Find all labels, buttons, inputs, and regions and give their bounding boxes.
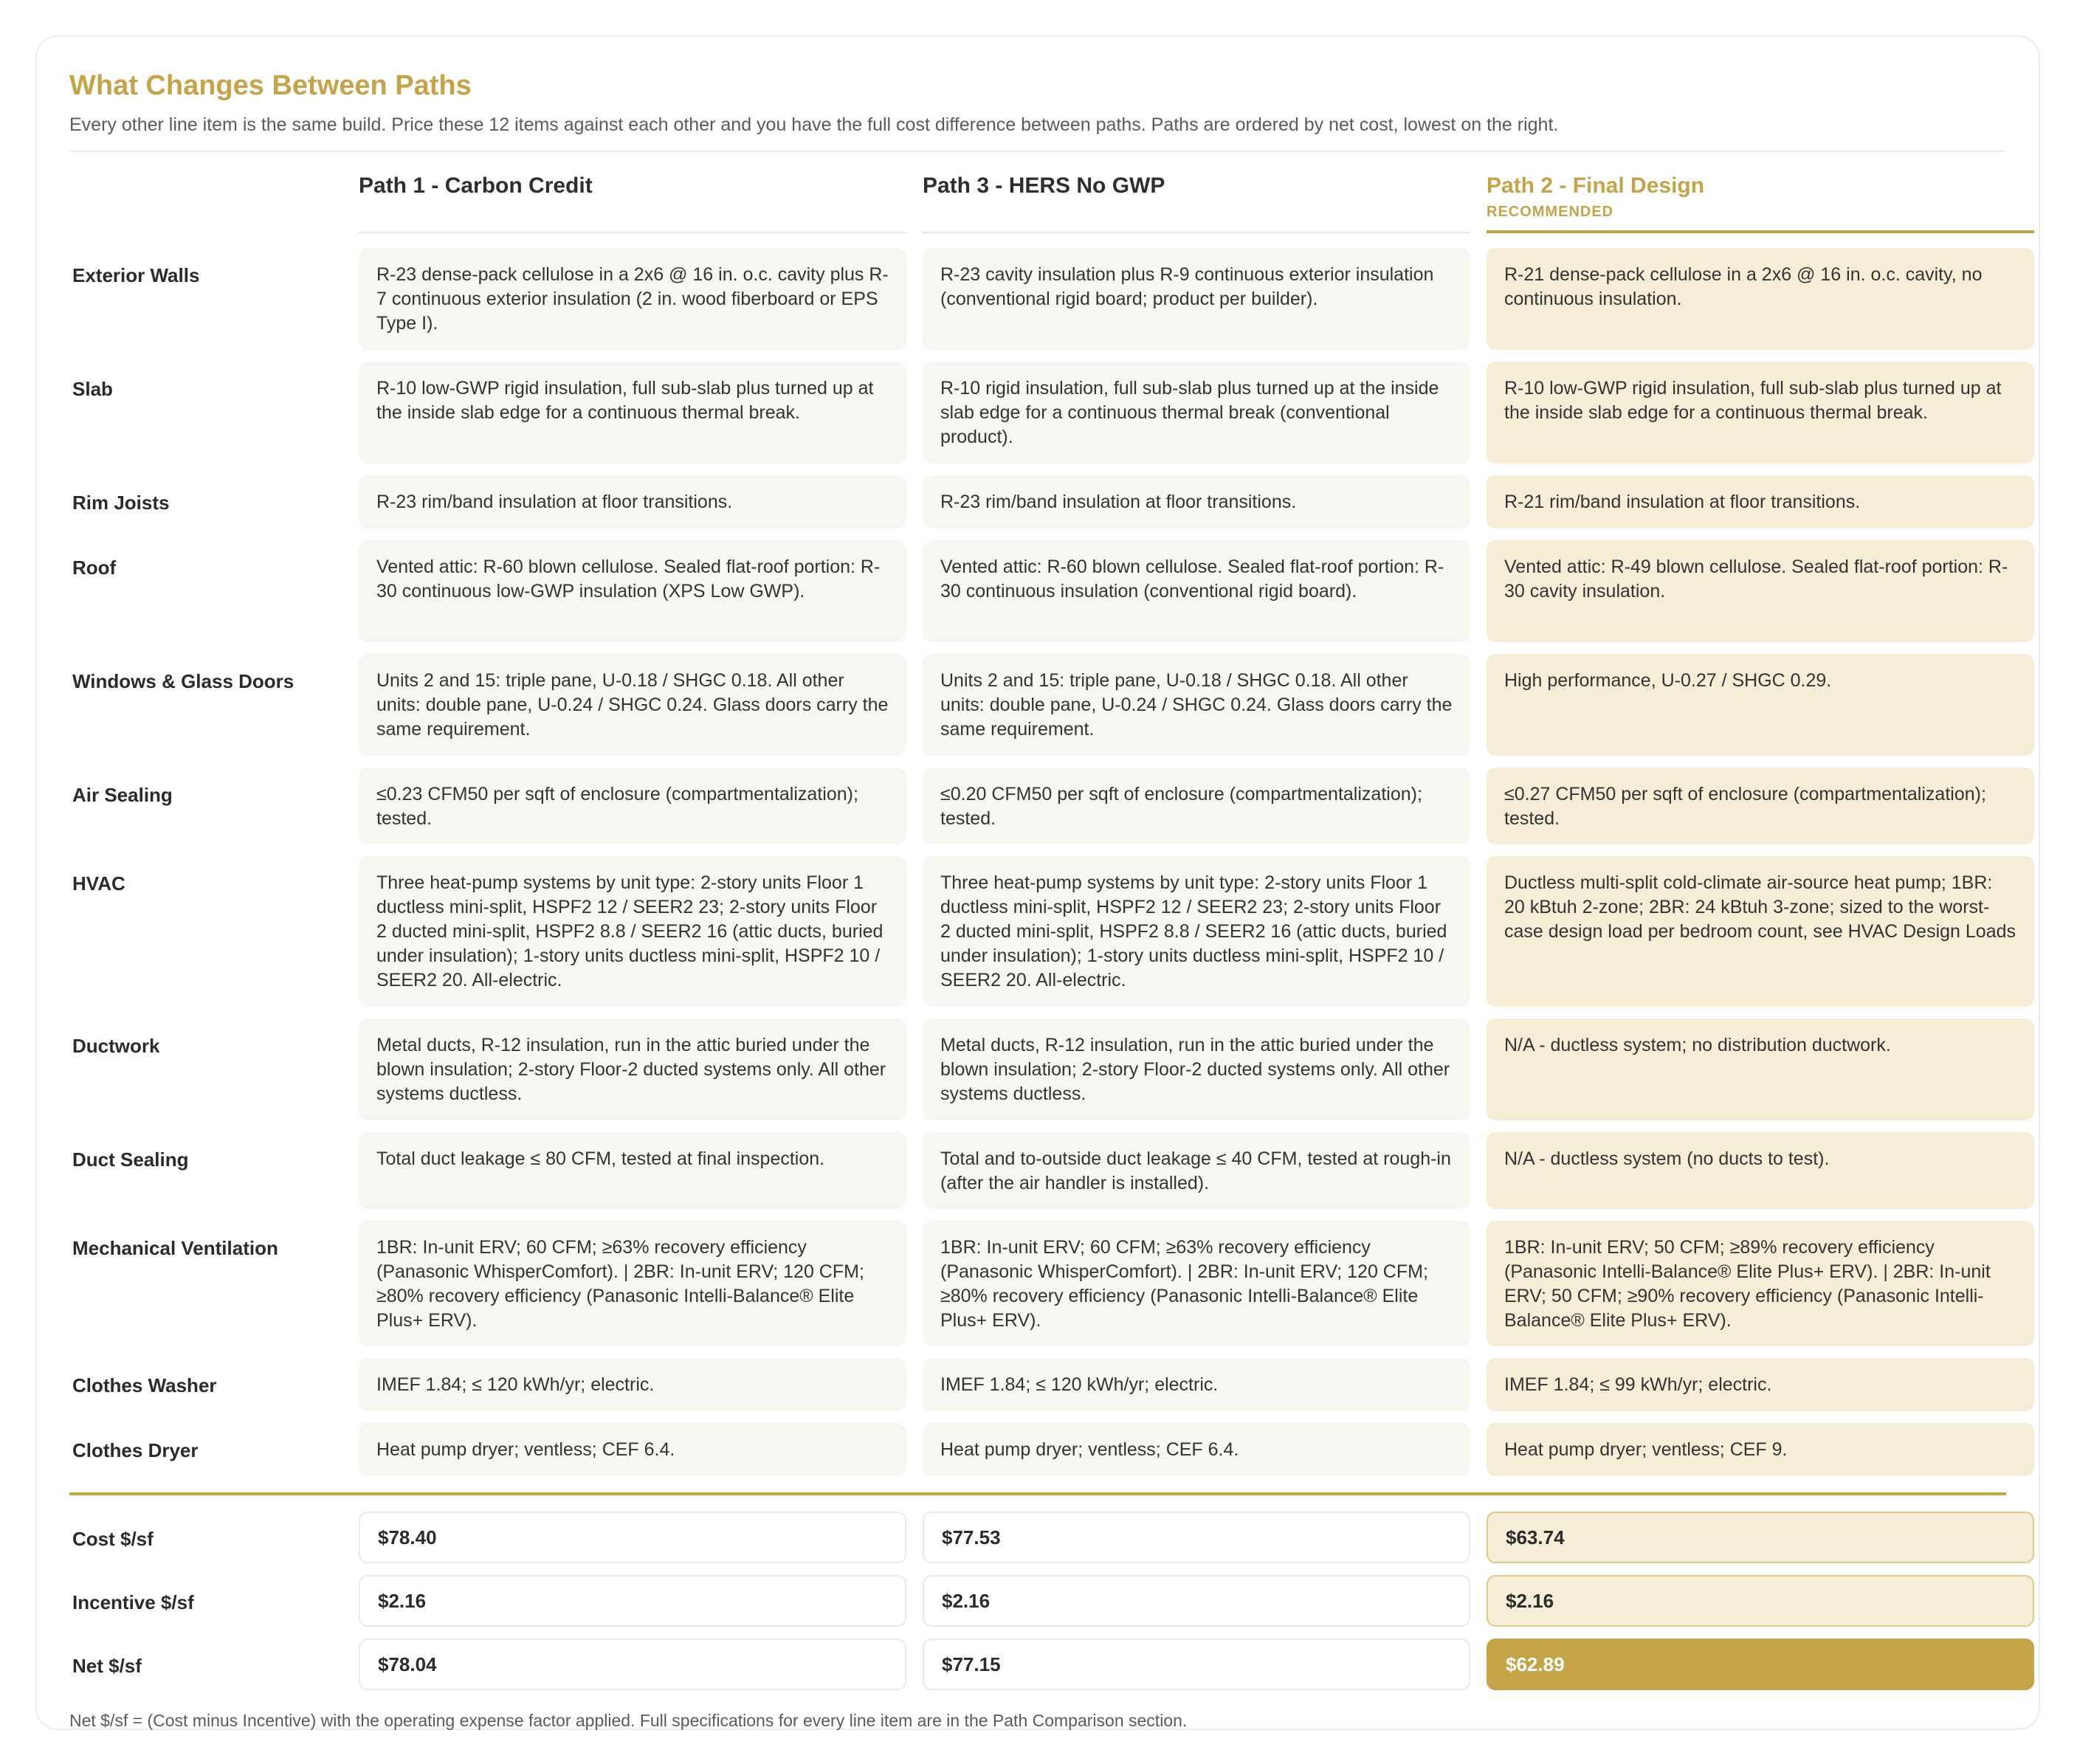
row-label: Air Sealing bbox=[72, 784, 173, 806]
spec-cell: IMEF 1.84; ≤ 120 kWh/yr; electric. bbox=[923, 1358, 1470, 1411]
table-row bbox=[69, 654, 2006, 756]
cost-value: $2.16 bbox=[923, 1575, 1470, 1627]
spec-cell: R-10 rigid insulation, full sub-slab plus turned up at the inside slab edge for a continuous thermal break (conventional product). bbox=[923, 362, 1470, 464]
section-title: What Changes Between Paths bbox=[69, 70, 472, 101]
spec-cell: 1BR: In-unit ERV; 50 CFM; ≥89% recovery efficiency (Panasonic Intelli-Balance® Elite Plus+ ERV). | 2BR: In-unit ERV; 50 CFM; ≥90% recovery efficiency (Panasonic Intelli-Balance® Elite Plus+ ERV). bbox=[1487, 1221, 2034, 1346]
table-row bbox=[69, 768, 2006, 844]
cost-rows bbox=[69, 1512, 2006, 1690]
cost-value: $78.04 bbox=[359, 1639, 906, 1690]
table-row bbox=[69, 1423, 2006, 1476]
header-spacer bbox=[69, 171, 342, 233]
spec-cell: IMEF 1.84; ≤ 99 kWh/yr; electric. bbox=[1487, 1358, 2034, 1411]
row-label: HVAC bbox=[72, 872, 125, 895]
section-subtitle: Every other line item is the same build. Price these 12 items against each other and you have the full cost difference between paths. Paths are ordered by net cost, lowest on the right. bbox=[69, 114, 1559, 135]
spec-cell: R-23 dense-pack cellulose in a 2x6 @ 16 in. o.c. cavity plus R-7 continuous exterior insulation (2 in. wood fiberboard or EPS Type I). bbox=[359, 248, 906, 350]
spec-cell: 1BR: In-unit ERV; 60 CFM; ≥63% recovery efficiency (Panasonic WhisperComfort). | 2BR: In-unit ERV; 120 CFM; ≥80% recovery efficiency (Panasonic Intelli-Balance® Elite Plus+ ERV). bbox=[923, 1221, 1470, 1346]
row-label: Mechanical Ventilation bbox=[72, 1237, 278, 1259]
spec-cell: Metal ducts, R-12 insulation, run in the attic buried under the blown insulation; 2-story Floor-2 ducted systems only. All other systems ductless. bbox=[359, 1019, 906, 1120]
cost-value: $63.74 bbox=[1487, 1512, 2034, 1563]
spec-cell: Units 2 and 15: triple pane, U-0.18 / SHGC 0.18. All other units: double pane, U-0.24 / SHGC 0.24. Glass doors carry the same requirement. bbox=[923, 654, 1470, 756]
spec-cell: ≤0.23 CFM50 per sqft of enclosure (compartmentalization); tested. bbox=[359, 768, 906, 844]
spec-cell: Heat pump dryer; ventless; CEF 6.4. bbox=[923, 1423, 1470, 1476]
column-title: Path 2 - Final Design bbox=[1487, 173, 1705, 198]
cost-label: Incentive $/sf bbox=[72, 1591, 194, 1613]
cost-divider bbox=[69, 1492, 2006, 1495]
cost-label: Cost $/sf bbox=[72, 1528, 154, 1550]
cost-row bbox=[69, 1512, 2006, 1563]
spec-cell: N/A - ductless system; no distribution ductwork. bbox=[1487, 1019, 2034, 1120]
column-header-path-3 bbox=[923, 171, 1470, 233]
row-label: Roof bbox=[72, 557, 117, 579]
column-header-path-2 bbox=[1487, 171, 2034, 233]
cost-value: $2.16 bbox=[1487, 1575, 2034, 1627]
spec-cell: Three heat-pump systems by unit type: 2-story units Floor 1 ductless mini-split, HSPF2 12 / SEER2 23; 2-story units Floor 2 ducted mini-split, HSPF2 8.8 / SEER2 16 (attic ducts, buried under insulation); 1-story units ductless mini-split, HSPF2 10 / SEER2 20. All-electric. bbox=[359, 856, 906, 1007]
column-header-path-1 bbox=[359, 171, 906, 233]
spec-cell: High performance, U-0.27 / SHGC 0.29. bbox=[1487, 654, 2034, 756]
spec-cell: ≤0.27 CFM50 per sqft of enclosure (compartmentalization); tested. bbox=[1487, 768, 2034, 844]
column-title: Path 1 - Carbon Credit bbox=[359, 173, 593, 198]
column-header-row bbox=[69, 171, 2006, 233]
comparison-rows bbox=[69, 248, 2016, 1476]
table-row bbox=[69, 475, 2006, 528]
row-label: Windows & Glass Doors bbox=[72, 670, 294, 692]
row-label: Exterior Walls bbox=[72, 264, 200, 286]
recommended-badge: RECOMMENDED bbox=[1487, 204, 1614, 220]
spec-cell: Three heat-pump systems by unit type: 2-story units Floor 1 ductless mini-split, HSPF2 12 / SEER2 23; 2-story units Floor 2 ducted mini-split, HSPF2 8.8 / SEER2 16 (attic ducts, buried under insulation); 1-story units ductless mini-split, HSPF2 10 / SEER2 20. All-electric. bbox=[923, 856, 1470, 1007]
spec-cell: R-10 low-GWP rigid insulation, full sub-slab plus turned up at the inside slab edge for a continuous thermal break. bbox=[1487, 362, 2034, 464]
spec-cell: Total and to-outside duct leakage ≤ 40 CFM, tested at rough-in (after the air handler is installed). bbox=[923, 1132, 1470, 1209]
spec-cell: R-21 rim/band insulation at floor transitions. bbox=[1487, 475, 2034, 528]
row-label: Slab bbox=[72, 378, 113, 400]
cost-label: Net $/sf bbox=[72, 1655, 142, 1677]
cost-value: $2.16 bbox=[359, 1575, 906, 1627]
spec-cell: Heat pump dryer; ventless; CEF 9. bbox=[1487, 1423, 2034, 1476]
row-label: Ductwork bbox=[72, 1035, 160, 1057]
path-comparison-card bbox=[35, 35, 2040, 1730]
cost-value: $77.15 bbox=[923, 1639, 1470, 1690]
spec-cell: R-21 dense-pack cellulose in a 2x6 @ 16 in. o.c. cavity, no continuous insulation. bbox=[1487, 248, 2034, 350]
column-title: Path 3 - HERS No GWP bbox=[923, 173, 1165, 198]
cost-value: $77.53 bbox=[923, 1512, 1470, 1563]
spec-cell: Metal ducts, R-12 insulation, run in the attic buried under the blown insulation; 2-story Floor-2 ducted systems only. All other systems ductless. bbox=[923, 1019, 1470, 1120]
spec-cell: Vented attic: R-60 blown cellulose. Sealed flat-roof portion: R-30 continuous insulation (conventional rigid board). bbox=[923, 540, 1470, 642]
row-label: Duct Sealing bbox=[72, 1148, 189, 1171]
spec-cell: Ductless multi-split cold-climate air-source heat pump; 1BR: 20 kBtuh 2-zone; 2BR: 24 kBtuh 3-zone; sized to the worst-case design load per bedroom count, see HVAC Design Loads bbox=[1487, 856, 2034, 1007]
spec-cell: Heat pump dryer; ventless; CEF 6.4. bbox=[359, 1423, 906, 1476]
spec-cell: N/A - ductless system (no ducts to test). bbox=[1487, 1132, 2034, 1209]
table-row bbox=[69, 856, 2016, 1007]
table-row bbox=[69, 248, 2006, 350]
spec-cell: IMEF 1.84; ≤ 120 kWh/yr; electric. bbox=[359, 1358, 906, 1411]
spec-cell: R-10 low-GWP rigid insulation, full sub-slab plus turned up at the inside slab edge for a continuous thermal break. bbox=[359, 362, 906, 464]
row-label: Clothes Dryer bbox=[72, 1439, 199, 1461]
table-row bbox=[69, 1221, 2006, 1346]
cost-value: $78.40 bbox=[359, 1512, 906, 1563]
spec-cell: Vented attic: R-49 blown cellulose. Sealed flat-roof portion: R-30 cavity insulation. bbox=[1487, 540, 2034, 642]
spec-cell: Total duct leakage ≤ 80 CFM, tested at final inspection. bbox=[359, 1132, 906, 1209]
table-row bbox=[69, 1358, 2006, 1411]
spec-cell: R-23 cavity insulation plus R-9 continuous exterior insulation (conventional rigid board; product per builder). bbox=[923, 248, 1470, 350]
cost-row bbox=[69, 1575, 2006, 1627]
table-row bbox=[69, 1132, 2006, 1209]
table-row bbox=[69, 362, 2006, 464]
title-divider bbox=[69, 151, 2006, 152]
table-row bbox=[69, 1019, 2006, 1120]
spec-cell: 1BR: In-unit ERV; 60 CFM; ≥63% recovery efficiency (Panasonic WhisperComfort). | 2BR: In-unit ERV; 120 CFM; ≥80% recovery efficiency (Panasonic Intelli-Balance® Elite Plus+ ERV). bbox=[359, 1221, 906, 1346]
table-row bbox=[69, 540, 2006, 642]
spec-cell: Vented attic: R-60 blown cellulose. Sealed flat-roof portion: R-30 continuous low-GWP insulation (XPS Low GWP). bbox=[359, 540, 906, 642]
row-label: Rim Joists bbox=[72, 492, 170, 514]
spec-cell: R-23 rim/band insulation at floor transitions. bbox=[359, 475, 906, 528]
spec-cell: Units 2 and 15: triple pane, U-0.18 / SHGC 0.18. All other units: double pane, U-0.24 / SHGC 0.24. Glass doors carry the same requirement. bbox=[359, 654, 906, 756]
row-label: Clothes Washer bbox=[72, 1374, 217, 1396]
cost-row bbox=[69, 1639, 2006, 1690]
footnote: Net $/sf = (Cost minus Incentive) with the operating expense factor applied. Full specifications for every line item are in the Path Comparison section. bbox=[69, 1711, 1188, 1730]
cost-value: $62.89 bbox=[1487, 1639, 2034, 1690]
spec-cell: R-23 rim/band insulation at floor transitions. bbox=[923, 475, 1470, 528]
spec-cell: ≤0.20 CFM50 per sqft of enclosure (compartmentalization); tested. bbox=[923, 768, 1470, 844]
